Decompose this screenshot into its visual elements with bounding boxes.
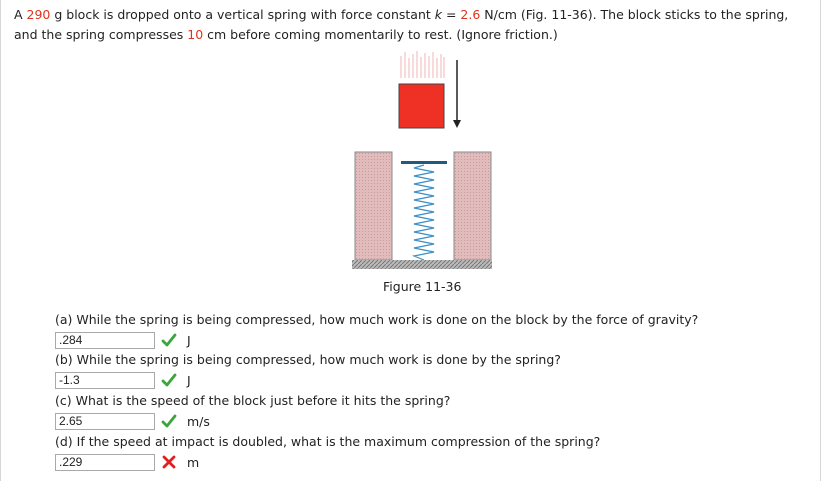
ground [352, 260, 492, 269]
unit-label: J [187, 332, 191, 348]
question-c [55, 393, 450, 431]
answer-input-d[interactable] [55, 454, 155, 471]
answer-row [55, 452, 600, 472]
answer-input-c[interactable] [55, 413, 155, 430]
answer-row [55, 370, 561, 390]
answer-row [55, 330, 698, 350]
checkmark-icon [161, 332, 177, 348]
answer-input-a[interactable] [55, 332, 155, 349]
mass-value: 290 [26, 7, 51, 22]
spring-coil [414, 165, 434, 260]
question-text: (d) If the speed at impact is doubled, what is the maximum compression of the spring? [55, 434, 601, 449]
motion-lines [401, 51, 444, 78]
velocity-arrow-icon [453, 60, 461, 128]
unit-label: J [187, 372, 191, 388]
question-d [55, 434, 600, 472]
spring-plate [401, 161, 447, 164]
problem-statement: A 290 g block is dropped onto a vertical spring with force constant k = 2.6 N/cm (Fig. 11-36). The block sticks to the spring, and the spring compresses 10 cm before coming momentarily to rest. (Ignore friction.) [14, 7, 789, 42]
compression-value: 10 [187, 26, 204, 42]
figure-caption: Figure 11-36 [383, 279, 462, 294]
spring-figure [350, 48, 500, 278]
right-wall [454, 152, 491, 260]
question-a [55, 312, 698, 350]
unit-label: m/s [187, 413, 210, 429]
question-text: (b) While the spring is being compressed, how much work is done by the spring? [55, 352, 561, 367]
checkmark-icon [161, 413, 177, 429]
spring-constant-value: 2.6 [460, 7, 481, 22]
left-wall [355, 152, 392, 260]
question-text: (a) While the spring is being compressed, how much work is done on the block by the force of gravity? [55, 312, 699, 327]
answer-input-b[interactable] [55, 372, 155, 389]
question-b [55, 352, 561, 390]
answer-row [55, 411, 450, 431]
question-text: (c) What is the speed of the block just before it hits the spring? [55, 393, 451, 408]
falling-block [399, 84, 444, 128]
cross-icon [161, 454, 177, 470]
unit-label: m [187, 454, 200, 470]
checkmark-icon [161, 372, 177, 388]
